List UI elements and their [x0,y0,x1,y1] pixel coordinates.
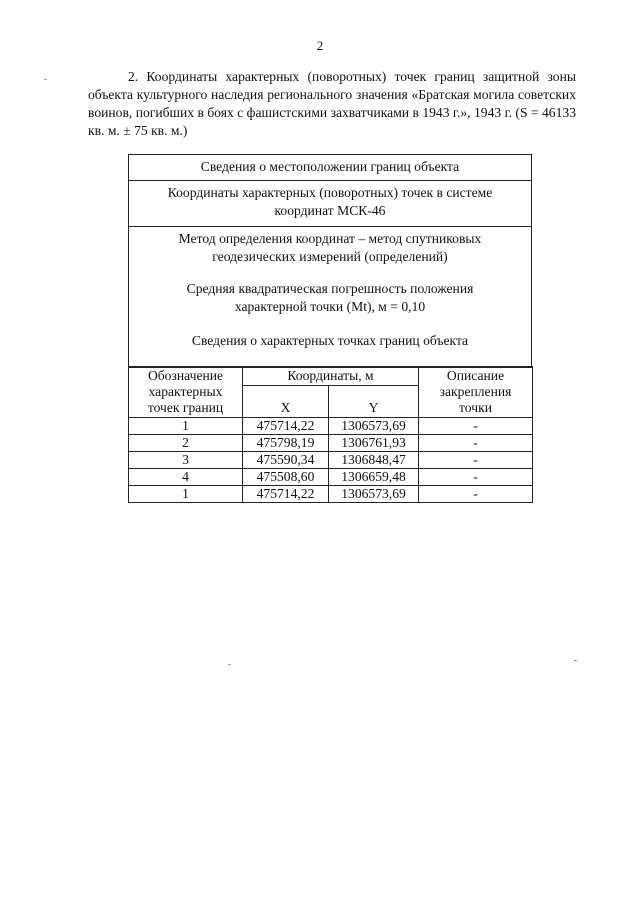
header-desc-line1: Описание [446,368,505,383]
cell-x: 475798,19 [243,435,329,452]
cell-description: - [419,452,533,469]
header-description [419,367,533,418]
info-method-line2: геодезических измерений (определений) [212,249,448,264]
info-system-line2: координат МСК-46 [274,203,386,218]
cell-point-name: 1 [129,418,243,435]
cell-description: - [419,418,533,435]
table-row [129,435,533,452]
header-coordinates: Координаты, м [243,367,419,386]
scan-speck [574,660,577,661]
info-box [128,154,532,368]
header-desc-line2: закрепления [439,384,512,399]
cell-point-name: 4 [129,469,243,486]
cell-description: - [419,435,533,452]
info-error-line2: характерной точки (Mt), м = 0,10 [234,299,426,314]
info-method-block [129,227,531,367]
table-row [129,469,533,486]
scan-speck [44,79,47,80]
scan-speck [228,664,231,665]
header-name-line3: точек границ [147,400,224,415]
info-system-line1: Координаты характерных (поворотных) точек в системе [167,185,493,200]
header-point-name [129,367,243,418]
cell-y: 1306573,69 [329,418,419,435]
header-desc-line3: точки [459,400,492,415]
info-method-line1: Метод определения координат – метод спутниковых [178,231,482,246]
info-error-line1: Средняя квадратическая погрешность положения [186,281,474,296]
cell-x: 475714,22 [243,486,329,503]
cell-y: 1306659,48 [329,469,419,486]
header-name-line1: Обозначение [147,368,224,383]
table-row [129,486,533,503]
header-y: Y [329,386,419,418]
cell-description: - [419,469,533,486]
table-row [129,452,533,469]
cell-x: 475590,34 [243,452,329,469]
cell-point-name: 2 [129,435,243,452]
page-number: 2 [316,38,324,53]
cell-y: 1306761,93 [329,435,419,452]
cell-y: 1306573,69 [329,486,419,503]
cell-x: 475714,22 [243,418,329,435]
table-row [129,418,533,435]
info-points-heading: Сведения о характерных точках границ объекта [191,333,469,348]
header-x: X [243,386,329,418]
cell-y: 1306848,47 [329,452,419,469]
info-coordinate-system [129,181,531,227]
info-title: Сведения о местоположении границ объекта [129,155,531,181]
spacer [129,266,531,280]
cell-point-name: 3 [129,452,243,469]
spacer [129,316,531,332]
cell-point-name: 1 [129,486,243,503]
cell-description: - [419,486,533,503]
coordinates-table [128,366,533,503]
cell-x: 475508,60 [243,469,329,486]
header-name-line2: характерных [148,384,223,399]
intro-paragraph: 2. Координаты характерных (поворотных) точек границ защитной зоны объекта культурного наследия регионального значения «Братская могила советских воинов, погибших в боях с фашистскими захватчиками в 1943 г.», 1943 г. (S = 46133 кв. м. ± 75 кв. м.) [88,69,576,138]
